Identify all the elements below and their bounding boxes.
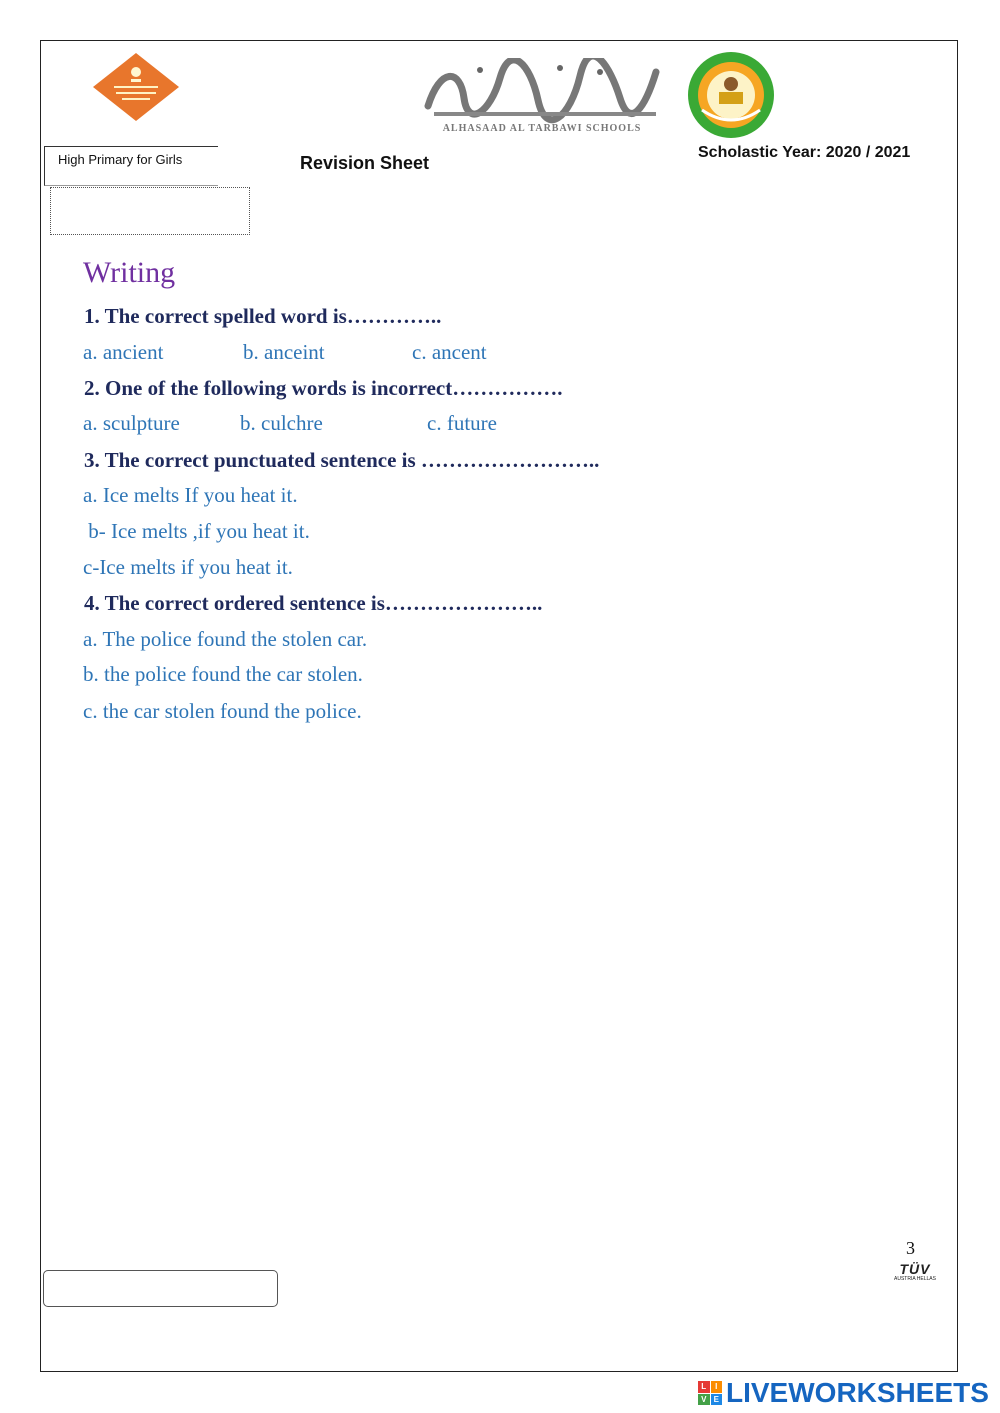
liveworksheets-brand[interactable] [698,1378,989,1408]
grade-label: High Primary for Girls [58,152,183,167]
sheet-title: Revision Sheet [300,153,430,173]
q2-option-a[interactable]: a. sculpture [83,411,180,435]
tuv-sub-text: AUSTRIA HELLAS [894,1276,936,1282]
q2-option-c[interactable]: c. future [427,411,497,435]
q1-option-c[interactable]: c. ancent [412,340,487,364]
school-calligraphy-logo [420,58,664,134]
q4-option-c[interactable]: c. the car stolen found the police. [83,699,362,723]
question-2: 2. One of the following words is incorrect……………. [84,376,563,400]
question-4: 4. The correct ordered sentence is………………….. [84,591,543,615]
school-emblem-logo [92,52,180,122]
q4-option-b[interactable]: b. the police found the car stolen. [83,662,363,686]
scholastic-year: Scholastic Year: 2020 / 2021 [698,144,911,161]
tuv-main-text: TÜV [899,1261,931,1277]
answer-box[interactable] [43,1270,278,1307]
question-3: 3. The correct punctuated sentence is …………………….. [84,448,600,472]
q3-option-c[interactable]: c-Ice melts if you heat it. [83,555,293,579]
section-heading: Writing [83,256,176,289]
tuv-certification-mark [890,1262,940,1296]
question-1: 1. The correct spelled word is………….. [84,304,442,328]
student-name-field[interactable] [50,187,250,235]
liveworksheets-logo-icon: L I V E [698,1381,722,1405]
school-logo-text: ALHASAAD AL TARBAWI SCHOOLS [442,123,642,134]
q3-option-b[interactable]: b- Ice melts ,if you heat it. [83,519,310,543]
q4-option-a[interactable]: a. The police found the stolen car. [83,627,368,651]
grade-label-box [44,146,218,186]
liveworksheets-text: LIVEWORKSHEETS [726,1377,989,1408]
q2-option-b[interactable]: b. culchre [240,411,323,435]
page-number: 3 [906,1238,915,1258]
q3-option-a[interactable]: a. Ice melts If you heat it. [83,483,298,507]
q1-option-a[interactable]: a. ancient [83,340,164,364]
q1-option-b[interactable]: b. anceint [243,340,325,364]
school-seal-logo [686,50,776,140]
